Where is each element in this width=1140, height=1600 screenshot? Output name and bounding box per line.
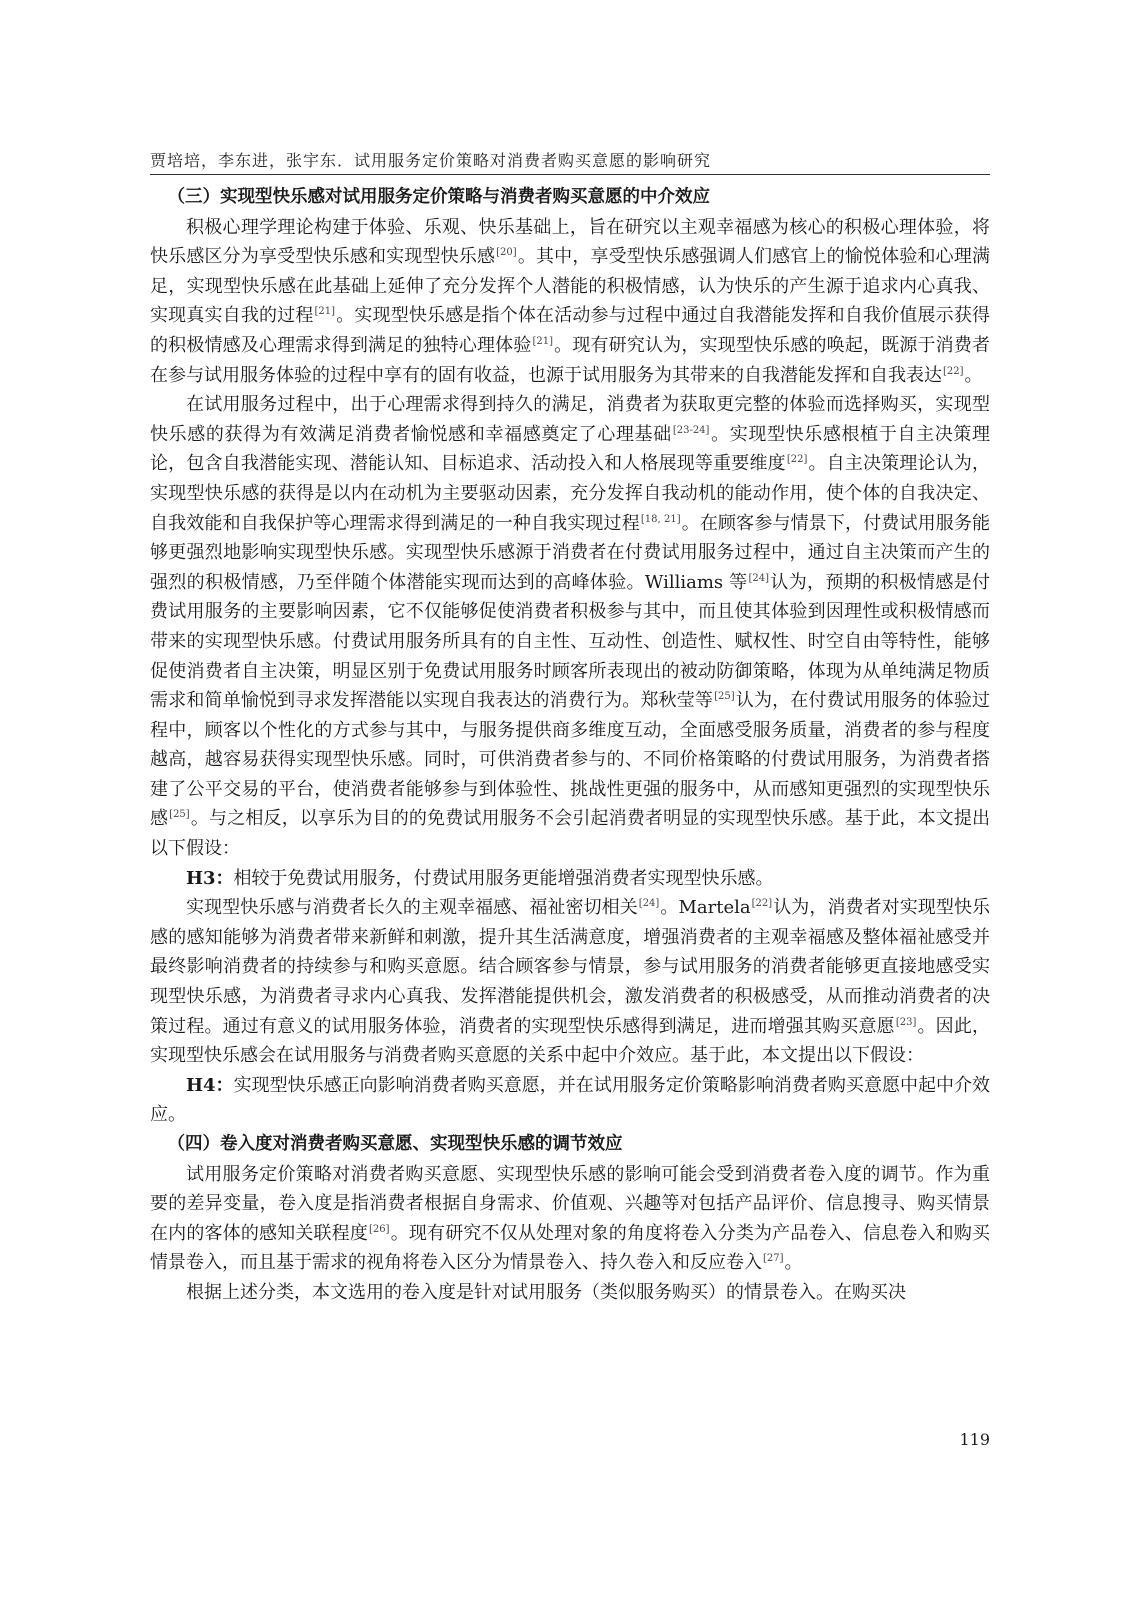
paragraph: 实现型快乐感与消费者长久的主观幸福感、福祉密切相关[24]。Martela[22]认为，消费者对实现型快乐感的感知能够为消费者带来新鲜和刺激，提升其生活满意度，增强消费者的主观幸福感及整体福祉感受并最终影响消费者的持续参与和购买意愿。结合顾客参与情景，参与试用服务的消费者能够更直接地感受实现型快乐感，为消费者寻求内心真我、发挥潜能提供机会，激发消费者的积极感受，从而推动消费者的决策过程。通过有意义的试用服务体验，消费者的实现型快乐感得到满足，进而增强其购买意愿[23]。因此，实现型快乐感会在试用服务与消费者购买意愿的关系中起中介效应。基于此，本文提出以下假设： [150,897,991,1067]
citation: [21] [314,306,336,318]
citation: [22] [751,898,773,910]
hypothesis-label: H4： [186,1074,234,1096]
citation: [21] [532,335,554,347]
citation: [26] [369,1223,390,1235]
paragraph: 积极心理学理论构建于体验、乐观、快乐基础上，旨在研究以主观幸福感为核心的积极心理体验，将快乐感区分为享受型快乐感和实现型快乐感[20]。其中，享受型快乐感强调人们感官上的愉悦体验和心理满足，实现型快乐感在此基础上延伸了充分发挥个人潜能的积极情感，认为快乐的产生源于追求内心真我、实现真实自我的过程[21]。实现型快乐感是指个体在活动参与过程中通过自我潜能发挥和自我价值展示获得的积极情感及心理需求得到满足的独特心理体验[21]。现有研究认为，实现型快乐感的唤起，既源于消费者在参与试用服务体验的过程中享有的固有收益，也源于试用服务为其带来的自我潜能发挥和自我表达[22]。 [150,216,991,386]
hypothesis-h3: H3：相较于免费试用服务，付费试用服务更能增强消费者实现型快乐感。 [186,867,774,889]
header-rule [150,174,990,175]
citation: [23] [895,1016,917,1028]
citation: [22] [786,454,808,466]
section-heading-4: （四）卷入度对消费者购买意愿、实现型快乐感的调节效应 [167,1134,623,1154]
hypothesis-h4: H4：实现型快乐感正向影响消费者购买意愿，并在试用服务定价策略影响消费者购买意愿中起中介效应。 [150,1074,991,1126]
paragraph: 试用服务定价策略对消费者购买意愿、实现型快乐感的影响可能会受到消费者卷入度的调节。作为重要的差异变量，卷入度是指消费者根据自身需求、价值观、兴趣等对包括产品评价、信息搜寻、购买情景在内的客体的感知关联程度[26]。现有研究不仅从处理对象的角度将卷入分类为产品卷入、信息卷入和购买情景卷入，而且基于需求的视角将卷入区分为情景卷入、持久卷入和反应卷入[27]。 [150,1163,991,1274]
hypothesis-label: H3： [186,867,234,889]
paragraph: 在试用服务过程中，出于心理需求得到持久的满足，消费者为获取更完整的体验而选择购买，实现型快乐感的获得为有效满足消费者愉悦感和幸福感奠定了心理基础[23-24]。实现型快乐感根植于自主决策理论，包含自我潜能实现、潜能认知、目标追求、活动投入和人格展现等重要维度[22]。自主决策理论认为，实现型快乐感的获得是以内在动机为主要驱动因素，充分发挥自我动机的能动作用，使个体的自我决定、自我效能和自我保护等心理需求得到满足的一种自我实现过程[18, 21]。在顾客参与情景下，付费试用服务能够更强烈地影响实现型快乐感。实现型快乐感源于消费者在付费试用服务过程中，通过自主决策而产生的强烈的积极情感，乃至伴随个体潜能实现而达到的高峰体验。Williams 等[24]认为，预期的积极情感是付费试用服务的主要影响因素，它不仅能够促使消费者积极参与其中，而且使其体验到因理性或积极情感而带来的实现型快乐感。付费试用服务所具有的自主性、互动性、创造性、赋权性、时空自由等特性，能够促使消费者自主决策，明显区别于免费试用服务时顾客所表现出的被动防御策略，体现为从单纯满足物质需求和简单愉悦到寻求发挥潜能以实现自我表达的消费行为。郑秋莹等[25]认为，在付费试用服务的体验过程中，顾客以个性化的方式参与其中，与服务提供商多维度互动，全面感受服务质量，消费者的参与程度越高，越容易获得实现型快乐感。同时，可供消费者参与的、不同价格策略的付费试用服务，为消费者搭建了公平交易的平台，使消费者能够参与到体验性、挑战性更强的服务中，从而感知更强烈的实现型快乐感[25]。与之相反，以享乐为目的的免费试用服务不会引起消费者明显的实现型快乐感。基于此，本文提出以下假设： [150,394,991,860]
citation: [22] [943,365,964,377]
citation: [24] [748,572,770,584]
citation: [25] [169,809,190,821]
citation: [27] [763,1253,784,1265]
citation: [18, 21] [640,513,681,525]
citation: [24] [638,898,660,910]
citation: [23-24] [672,424,710,436]
page-number: 119 [959,1430,990,1449]
running-header: 贾培培，李东进，张宇东．试用服务定价策略对消费者购买意愿的影响研究 [150,151,712,170]
article-body [150,183,990,1308]
citation: [25] [714,691,735,703]
paragraph: 根据上述分类，本文选用的卷入度是针对试用服务（类似服务购买）的情景卷入。在购买决 [186,1281,906,1303]
section-heading-3: （三）实现型快乐感对试用服务定价策略与消费者购买意愿的中介效应 [167,187,710,207]
citation: [20] [496,247,517,259]
